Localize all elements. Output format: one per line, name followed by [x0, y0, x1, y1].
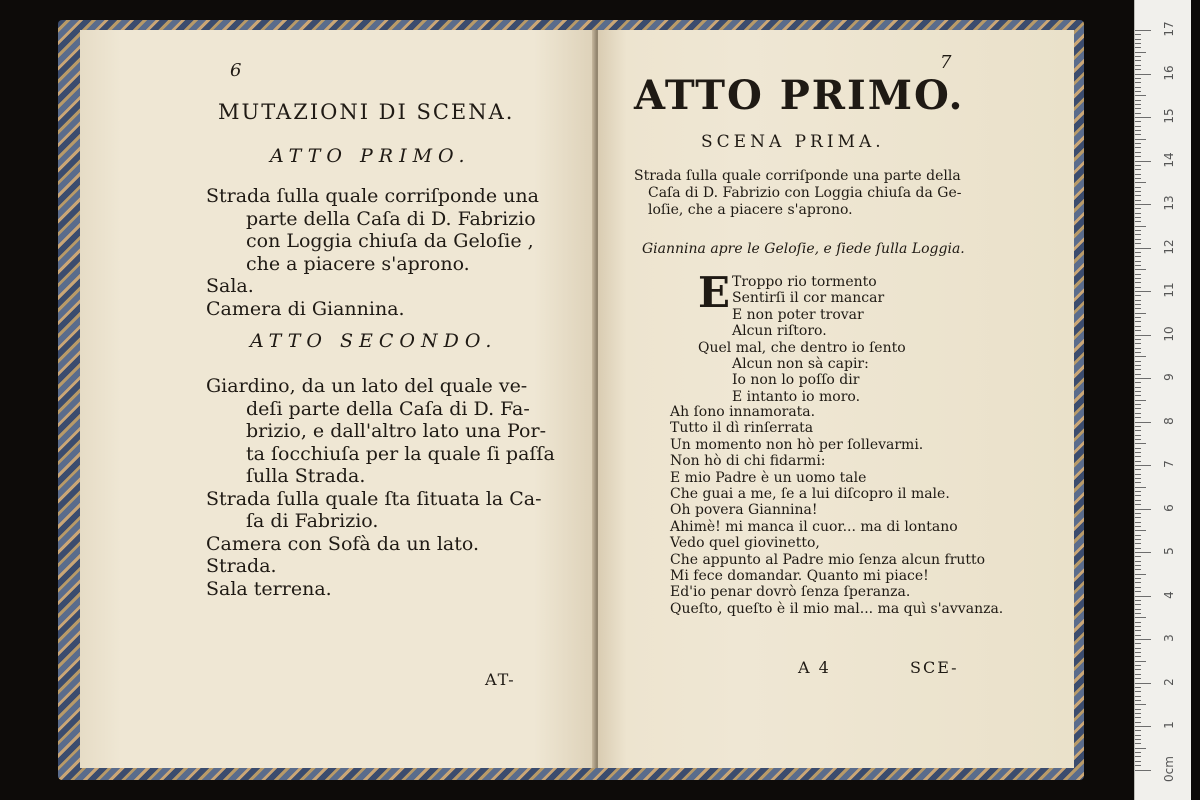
- recitative-line: Mi fece domandar. Quanto mi piace!: [670, 568, 929, 585]
- setting-line: Strada.: [206, 555, 277, 577]
- recitative-line: Tutto il dì rinſerrata: [670, 420, 814, 437]
- ruler-minor-tick: [1135, 317, 1141, 318]
- setting-line: ſulla Strada.: [246, 465, 366, 487]
- ruler-minor-tick: [1135, 709, 1141, 710]
- recitative: [670, 404, 1003, 617]
- ruler-minor-tick: [1135, 635, 1141, 636]
- ruler-tick: [1135, 509, 1151, 510]
- ruler-number: 0cm: [1162, 755, 1176, 782]
- scene-title: SCENA PRIMA.: [701, 132, 885, 152]
- aria-verse: [698, 268, 906, 405]
- ruler-minor-tick: [1135, 665, 1141, 666]
- ruler-minor-tick: [1135, 687, 1141, 688]
- recitative-line: Queſto, queſto è il mio mal... ma quì s'avvanza.: [670, 600, 1004, 617]
- ruler-minor-tick: [1135, 287, 1141, 288]
- ruler-minor-tick: [1135, 82, 1141, 83]
- ruler-tick: [1135, 552, 1151, 553]
- ruler-tick: [1135, 726, 1151, 727]
- ruler-minor-tick: [1135, 556, 1141, 557]
- ruler-tick: [1135, 117, 1151, 118]
- ruler-minor-tick: [1135, 591, 1141, 592]
- ruler-number: 4: [1162, 590, 1176, 599]
- ruler-minor-tick: [1135, 256, 1141, 257]
- ruler-minor-tick: [1135, 513, 1141, 514]
- drop-cap: E: [698, 268, 731, 317]
- setting-line: che a piacere s'aprono.: [246, 252, 470, 275]
- verse-line: Alcun riſtoro.: [732, 323, 827, 340]
- recitative-line: Ahimè! mi manca il cuor... ma di lontano: [670, 518, 958, 535]
- ruler-minor-tick: [1135, 543, 1141, 544]
- ruler-minor-tick: [1135, 713, 1141, 714]
- ruler-minor-tick: [1135, 56, 1141, 57]
- catchword: AT-: [485, 670, 516, 689]
- ruler-minor-tick: [1135, 643, 1141, 644]
- ruler-minor-tick: [1135, 304, 1141, 305]
- ruler-number: 10: [1162, 325, 1176, 342]
- ruler-minor-tick: [1135, 65, 1141, 66]
- measurement-ruler: [1134, 0, 1191, 800]
- ruler-minor-tick: [1135, 430, 1141, 431]
- ruler-minor-tick: [1135, 517, 1141, 518]
- ruler-minor-tick: [1135, 482, 1141, 483]
- ruler-minor-tick: [1135, 165, 1141, 166]
- ruler-minor-tick: [1135, 626, 1141, 627]
- ruler-minor-tick: [1135, 600, 1141, 601]
- ruler-number: 15: [1162, 108, 1176, 124]
- ruler-number: 8: [1162, 416, 1176, 425]
- ruler-minor-tick: [1135, 696, 1141, 697]
- ruler-minor-tick: [1135, 139, 1146, 140]
- ruler-minor-tick: [1135, 143, 1141, 144]
- ruler-minor-tick: [1135, 226, 1146, 227]
- ruler-tick: [1135, 161, 1151, 162]
- ruler-minor-tick: [1135, 134, 1141, 135]
- ruler-minor-tick: [1135, 752, 1141, 753]
- ruler-number: 11: [1162, 282, 1176, 298]
- ruler-tick: [1135, 596, 1151, 597]
- recitative-line: Ed'io penar dovrò ſenza ſperanza.: [670, 584, 911, 601]
- recitative-line: Ah ſono innamorata.: [670, 404, 816, 420]
- ruler-minor-tick: [1135, 361, 1141, 362]
- ruler-minor-tick: [1135, 561, 1141, 562]
- ruler-minor-tick: [1135, 343, 1141, 344]
- ruler-minor-tick: [1135, 60, 1141, 61]
- ruler-minor-tick: [1135, 356, 1146, 357]
- ruler-minor-tick: [1135, 730, 1141, 731]
- ruler-minor-tick: [1135, 52, 1146, 53]
- ruler-number: 9: [1162, 373, 1176, 381]
- act-two-settings: [206, 375, 555, 600]
- recitative-line: Non hò di chi fidarmi:: [670, 453, 826, 470]
- ruler-minor-tick: [1135, 147, 1141, 148]
- ruler-minor-tick: [1135, 648, 1141, 649]
- ruler-number: 16: [1162, 64, 1176, 81]
- verse-line: Alcun non sà capir:: [732, 356, 869, 373]
- verse-line: Quel mal, che dentro io ſento: [698, 339, 906, 356]
- ruler-minor-tick: [1135, 382, 1141, 383]
- ruler-minor-tick: [1135, 739, 1141, 740]
- right-page: [598, 30, 1074, 768]
- recitative-line: Oh povera Giannina!: [670, 502, 818, 519]
- ruler-minor-tick: [1135, 182, 1146, 183]
- ruler-minor-tick: [1135, 443, 1146, 444]
- ruler-minor-tick: [1135, 278, 1141, 279]
- ruler-minor-tick: [1135, 169, 1141, 170]
- setting-line: Caſa di D. Fabrizio con Loggia chiuſa da Ge-: [648, 185, 962, 201]
- ruler-tick: [1135, 204, 1151, 205]
- ruler-minor-tick: [1135, 195, 1141, 196]
- ruler-minor-tick: [1135, 717, 1141, 718]
- ruler-minor-tick: [1135, 369, 1141, 370]
- setting-line: loſie, che a piacere s'aprono.: [648, 202, 853, 218]
- ruler-minor-tick: [1135, 308, 1141, 309]
- ruler-minor-tick: [1135, 452, 1141, 453]
- ruler-tick: [1135, 422, 1151, 423]
- ruler-minor-tick: [1135, 478, 1141, 479]
- ruler-minor-tick: [1135, 522, 1141, 523]
- ruler-tick: [1135, 639, 1151, 640]
- ruler-minor-tick: [1135, 469, 1141, 470]
- ruler-minor-tick: [1135, 221, 1141, 222]
- ruler-minor-tick: [1135, 374, 1141, 375]
- verse-line: Sentirſi il cor mancar: [732, 290, 885, 307]
- ruler-minor-tick: [1135, 243, 1141, 244]
- ruler-minor-tick: [1135, 321, 1141, 322]
- ruler-minor-tick: [1135, 130, 1141, 131]
- ruler-minor-tick: [1135, 352, 1141, 353]
- ruler-minor-tick: [1135, 609, 1141, 610]
- ruler-number: 6: [1162, 503, 1176, 512]
- ruler-number: 13: [1162, 195, 1176, 211]
- ruler-minor-tick: [1135, 500, 1141, 501]
- ruler-minor-tick: [1135, 208, 1141, 209]
- ruler-minor-tick: [1135, 448, 1141, 449]
- ruler-tick: [1135, 291, 1151, 292]
- recitative-line: Che appunto al Padre mio ſenza alcun frutto: [670, 551, 986, 568]
- act-one-settings: [206, 185, 539, 320]
- ruler-minor-tick: [1135, 191, 1141, 192]
- setting-line: brizio, e dall'altro lato una Por-: [246, 420, 546, 442]
- stage-direction: Giannina apre le Geloſie, e ſiede ſulla Loggia.: [642, 241, 965, 257]
- ruler-minor-tick: [1135, 156, 1141, 157]
- ruler-minor-tick: [1135, 761, 1141, 762]
- ruler-minor-tick: [1135, 569, 1141, 570]
- ruler-minor-tick: [1135, 400, 1146, 401]
- ruler-number: 14: [1162, 151, 1176, 168]
- setting-line: Camera di Giannina.: [206, 297, 405, 320]
- ruler-minor-tick: [1135, 404, 1141, 405]
- act-title: ATTO PRIMO.: [634, 72, 965, 119]
- ruler-number: 17: [1162, 21, 1176, 37]
- ruler-minor-tick: [1135, 582, 1141, 583]
- ruler-minor-tick: [1135, 326, 1141, 327]
- ruler-minor-tick: [1135, 548, 1141, 549]
- ruler-minor-tick: [1135, 456, 1141, 457]
- ruler-tick: [1135, 683, 1151, 684]
- ruler-minor-tick: [1135, 152, 1141, 153]
- setting-line: con Loggia chiuſa da Geloſie ,: [246, 230, 534, 252]
- ruler-tick: [1135, 335, 1151, 336]
- act-two-heading: ATTO SECONDO.: [250, 330, 498, 352]
- ruler-minor-tick: [1135, 78, 1141, 79]
- recitative-line: Che guai a me, ſe a lui diſcopro il male.: [670, 486, 950, 503]
- recitative-line: E mio Padre è un uomo tale: [670, 469, 867, 486]
- ruler-minor-tick: [1135, 474, 1141, 475]
- ruler-minor-tick: [1135, 265, 1141, 266]
- ruler-number: 7: [1162, 460, 1176, 468]
- ruler-minor-tick: [1135, 95, 1146, 96]
- ruler-minor-tick: [1135, 413, 1141, 414]
- setting-line: Strada ſulla quale corriſponde una: [206, 185, 539, 207]
- ruler-tick: [1135, 770, 1151, 771]
- ruler-minor-tick: [1135, 348, 1141, 349]
- ruler-minor-tick: [1135, 234, 1141, 235]
- ruler-minor-tick: [1135, 574, 1146, 575]
- ruler-minor-tick: [1135, 748, 1146, 749]
- setting-line: deſi parte della Caſa di D. Fa-: [246, 397, 530, 420]
- ruler-minor-tick: [1135, 487, 1146, 488]
- setting-line: Sala.: [206, 275, 254, 297]
- ruler-minor-tick: [1135, 495, 1141, 496]
- ruler-minor-tick: [1135, 765, 1141, 766]
- verse-line: Troppo rio tormento: [732, 274, 877, 290]
- ruler-minor-tick: [1135, 504, 1141, 505]
- ruler-minor-tick: [1135, 656, 1141, 657]
- ruler-minor-tick: [1135, 126, 1141, 127]
- ruler-minor-tick: [1135, 178, 1141, 179]
- ruler-minor-tick: [1135, 91, 1141, 92]
- ruler-number: 2: [1162, 677, 1176, 686]
- setting-line: Strada ſulla quale ſta ſituata la Ca-: [206, 487, 542, 510]
- page-number: 6: [230, 60, 242, 81]
- ruler-minor-tick: [1135, 47, 1141, 48]
- ruler-minor-tick: [1135, 330, 1141, 331]
- ruler-minor-tick: [1135, 691, 1141, 692]
- ruler-minor-tick: [1135, 565, 1141, 566]
- scene-setting: [634, 168, 961, 219]
- ruler-minor-tick: [1135, 300, 1141, 301]
- ruler-minor-tick: [1135, 217, 1141, 218]
- ruler-minor-tick: [1135, 461, 1141, 462]
- ruler-minor-tick: [1135, 587, 1141, 588]
- page-heading: MUTAZIONI DI SCENA.: [218, 100, 515, 124]
- ruler-minor-tick: [1135, 435, 1141, 436]
- ruler-minor-tick: [1135, 230, 1141, 231]
- ruler-minor-tick: [1135, 200, 1141, 201]
- ruler-minor-tick: [1135, 104, 1141, 105]
- ruler-minor-tick: [1135, 408, 1141, 409]
- ruler-minor-tick: [1135, 121, 1141, 122]
- signature-mark: A 4: [798, 658, 831, 677]
- verse-line: E non poter trovar: [732, 306, 864, 323]
- ruler-minor-tick: [1135, 113, 1141, 114]
- setting-line: Sala terrena.: [206, 577, 332, 600]
- ruler-minor-tick: [1135, 365, 1141, 366]
- ruler-minor-tick: [1135, 578, 1141, 579]
- ruler-number: 12: [1162, 238, 1176, 255]
- setting-line: ſa di Fabrizio.: [246, 510, 379, 532]
- ruler-minor-tick: [1135, 756, 1141, 757]
- ruler-minor-tick: [1135, 674, 1141, 675]
- recitative-line: Vedo quel giovinetto,: [670, 535, 820, 552]
- catchword: SCE-: [910, 658, 959, 677]
- ruler-minor-tick: [1135, 617, 1146, 618]
- ruler-minor-tick: [1135, 69, 1141, 70]
- ruler-tick: [1135, 30, 1151, 31]
- ruler-minor-tick: [1135, 34, 1141, 35]
- left-page: [80, 30, 596, 768]
- ruler-minor-tick: [1135, 535, 1141, 536]
- ruler-minor-tick: [1135, 313, 1146, 314]
- ruler-minor-tick: [1135, 530, 1146, 531]
- recitative-line: Un momento non hò per ſollevarmi.: [670, 436, 924, 453]
- ruler-minor-tick: [1135, 282, 1141, 283]
- ruler-tick: [1135, 248, 1151, 249]
- ruler-minor-tick: [1135, 174, 1141, 175]
- ruler-minor-tick: [1135, 269, 1146, 270]
- ruler-minor-tick: [1135, 87, 1141, 88]
- ruler-minor-tick: [1135, 391, 1141, 392]
- ruler-minor-tick: [1135, 539, 1141, 540]
- ruler-minor-tick: [1135, 722, 1141, 723]
- ruler-minor-tick: [1135, 700, 1141, 701]
- ruler-minor-tick: [1135, 387, 1141, 388]
- ruler-minor-tick: [1135, 613, 1141, 614]
- ruler-minor-tick: [1135, 661, 1146, 662]
- ruler-minor-tick: [1135, 274, 1141, 275]
- setting-line: parte della Caſa di D. Fabrizio: [246, 207, 536, 230]
- act-one-heading: ATTO PRIMO.: [270, 145, 471, 167]
- setting-line: Strada ſulla quale corriſponde una parte della: [634, 168, 961, 184]
- ruler-minor-tick: [1135, 439, 1141, 440]
- ruler-minor-tick: [1135, 213, 1141, 214]
- ruler-tick: [1135, 378, 1151, 379]
- ruler-minor-tick: [1135, 604, 1141, 605]
- ruler-minor-tick: [1135, 735, 1141, 736]
- ruler-number: 5: [1162, 547, 1176, 555]
- ruler-minor-tick: [1135, 630, 1141, 631]
- ruler-minor-tick: [1135, 108, 1141, 109]
- ruler-minor-tick: [1135, 426, 1141, 427]
- ruler-minor-tick: [1135, 526, 1141, 527]
- verse-line: E intanto io moro.: [732, 388, 861, 405]
- ruler-minor-tick: [1135, 678, 1141, 679]
- ruler-minor-tick: [1135, 652, 1141, 653]
- ruler-minor-tick: [1135, 239, 1141, 240]
- ruler-minor-tick: [1135, 339, 1141, 340]
- ruler-minor-tick: [1135, 743, 1141, 744]
- ruler-tick: [1135, 74, 1151, 75]
- setting-line: ta ſocchiuſa per la quale ſi paſſa: [246, 442, 555, 465]
- ruler-minor-tick: [1135, 669, 1141, 670]
- ruler-minor-tick: [1135, 100, 1141, 101]
- ruler-minor-tick: [1135, 622, 1141, 623]
- ruler-minor-tick: [1135, 295, 1141, 296]
- ruler-minor-tick: [1135, 187, 1141, 188]
- ruler-minor-tick: [1135, 252, 1141, 253]
- ruler-minor-tick: [1135, 43, 1141, 44]
- ruler-number: 1: [1162, 721, 1176, 729]
- ruler-minor-tick: [1135, 261, 1141, 262]
- ruler-minor-tick: [1135, 417, 1141, 418]
- setting-line: Giardino, da un lato del quale ve-: [206, 375, 528, 397]
- page-number: 7: [940, 52, 952, 73]
- ruler-minor-tick: [1135, 491, 1141, 492]
- ruler-number: 3: [1162, 634, 1176, 642]
- setting-line: Camera con Sofà da un lato.: [206, 532, 480, 555]
- ruler-minor-tick: [1135, 704, 1146, 705]
- ruler-minor-tick: [1135, 395, 1141, 396]
- verse-line: Io non lo poſſo dir: [732, 372, 860, 389]
- ruler-minor-tick: [1135, 39, 1141, 40]
- ruler-tick: [1135, 465, 1151, 466]
